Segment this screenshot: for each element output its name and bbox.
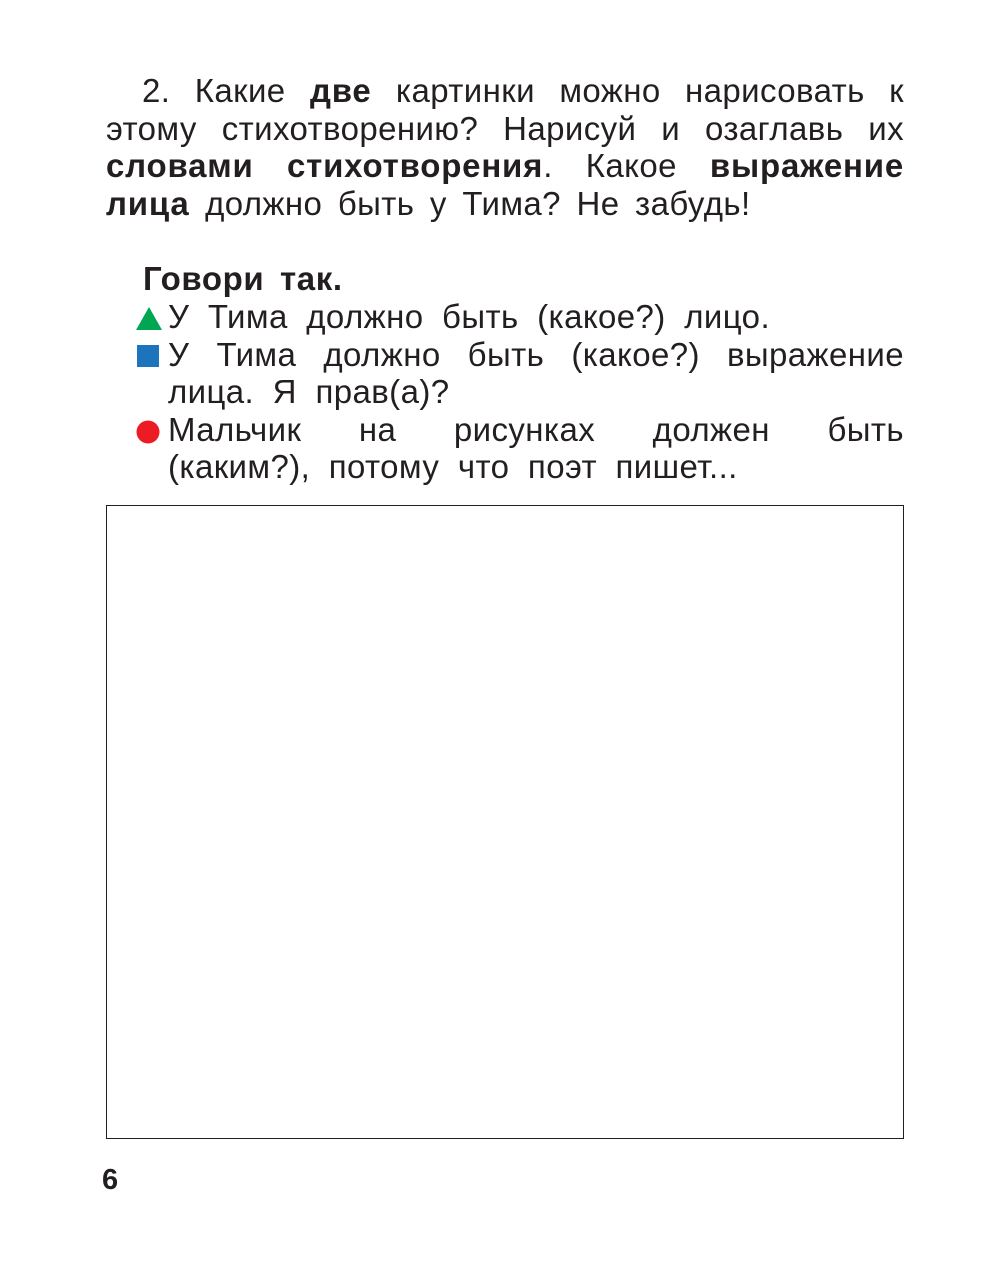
task-number: 2. — [142, 72, 171, 109]
answer-patterns-list — [136, 298, 904, 486]
drawing-area[interactable] — [106, 505, 904, 1139]
task-emphasis: две — [309, 72, 372, 109]
green-triangle-icon — [136, 307, 162, 331]
answer-pattern-square — [136, 336, 904, 411]
task-text-part: должно быть у Тима? Не забудь! — [205, 184, 751, 222]
task-text-part: картинки можно нарисовать к этому стихотворению? Нарисуй и озаглавь их — [106, 72, 904, 147]
task-text-part: Какие — [194, 72, 286, 109]
triangle-marker-shape — [136, 307, 162, 330]
red-circle-icon — [136, 420, 162, 444]
task-text — [106, 72, 904, 222]
speech-pattern-heading: Говори так. — [143, 260, 343, 297]
answer-pattern-circle — [136, 411, 904, 486]
task-emphasis: словами стихотворения — [106, 147, 544, 184]
answer-text: У Тима должно быть (какое?) лицо. — [168, 298, 771, 335]
answer-pattern-triangle — [136, 298, 904, 336]
task-text-part: . Какое — [543, 147, 677, 184]
blue-square-icon — [136, 345, 162, 369]
page-number: 6 — [102, 1164, 119, 1196]
circle-marker-shape — [137, 420, 160, 443]
answer-text: Мальчик на рисунках должен быть (каким?), потому что поэт пишет... — [168, 410, 904, 485]
task-emphasis: выражение лица — [106, 147, 904, 222]
answer-text: У Тима должно быть (какое?) выражение лица. Я прав(а)? — [168, 335, 904, 410]
square-marker-shape — [137, 345, 159, 367]
